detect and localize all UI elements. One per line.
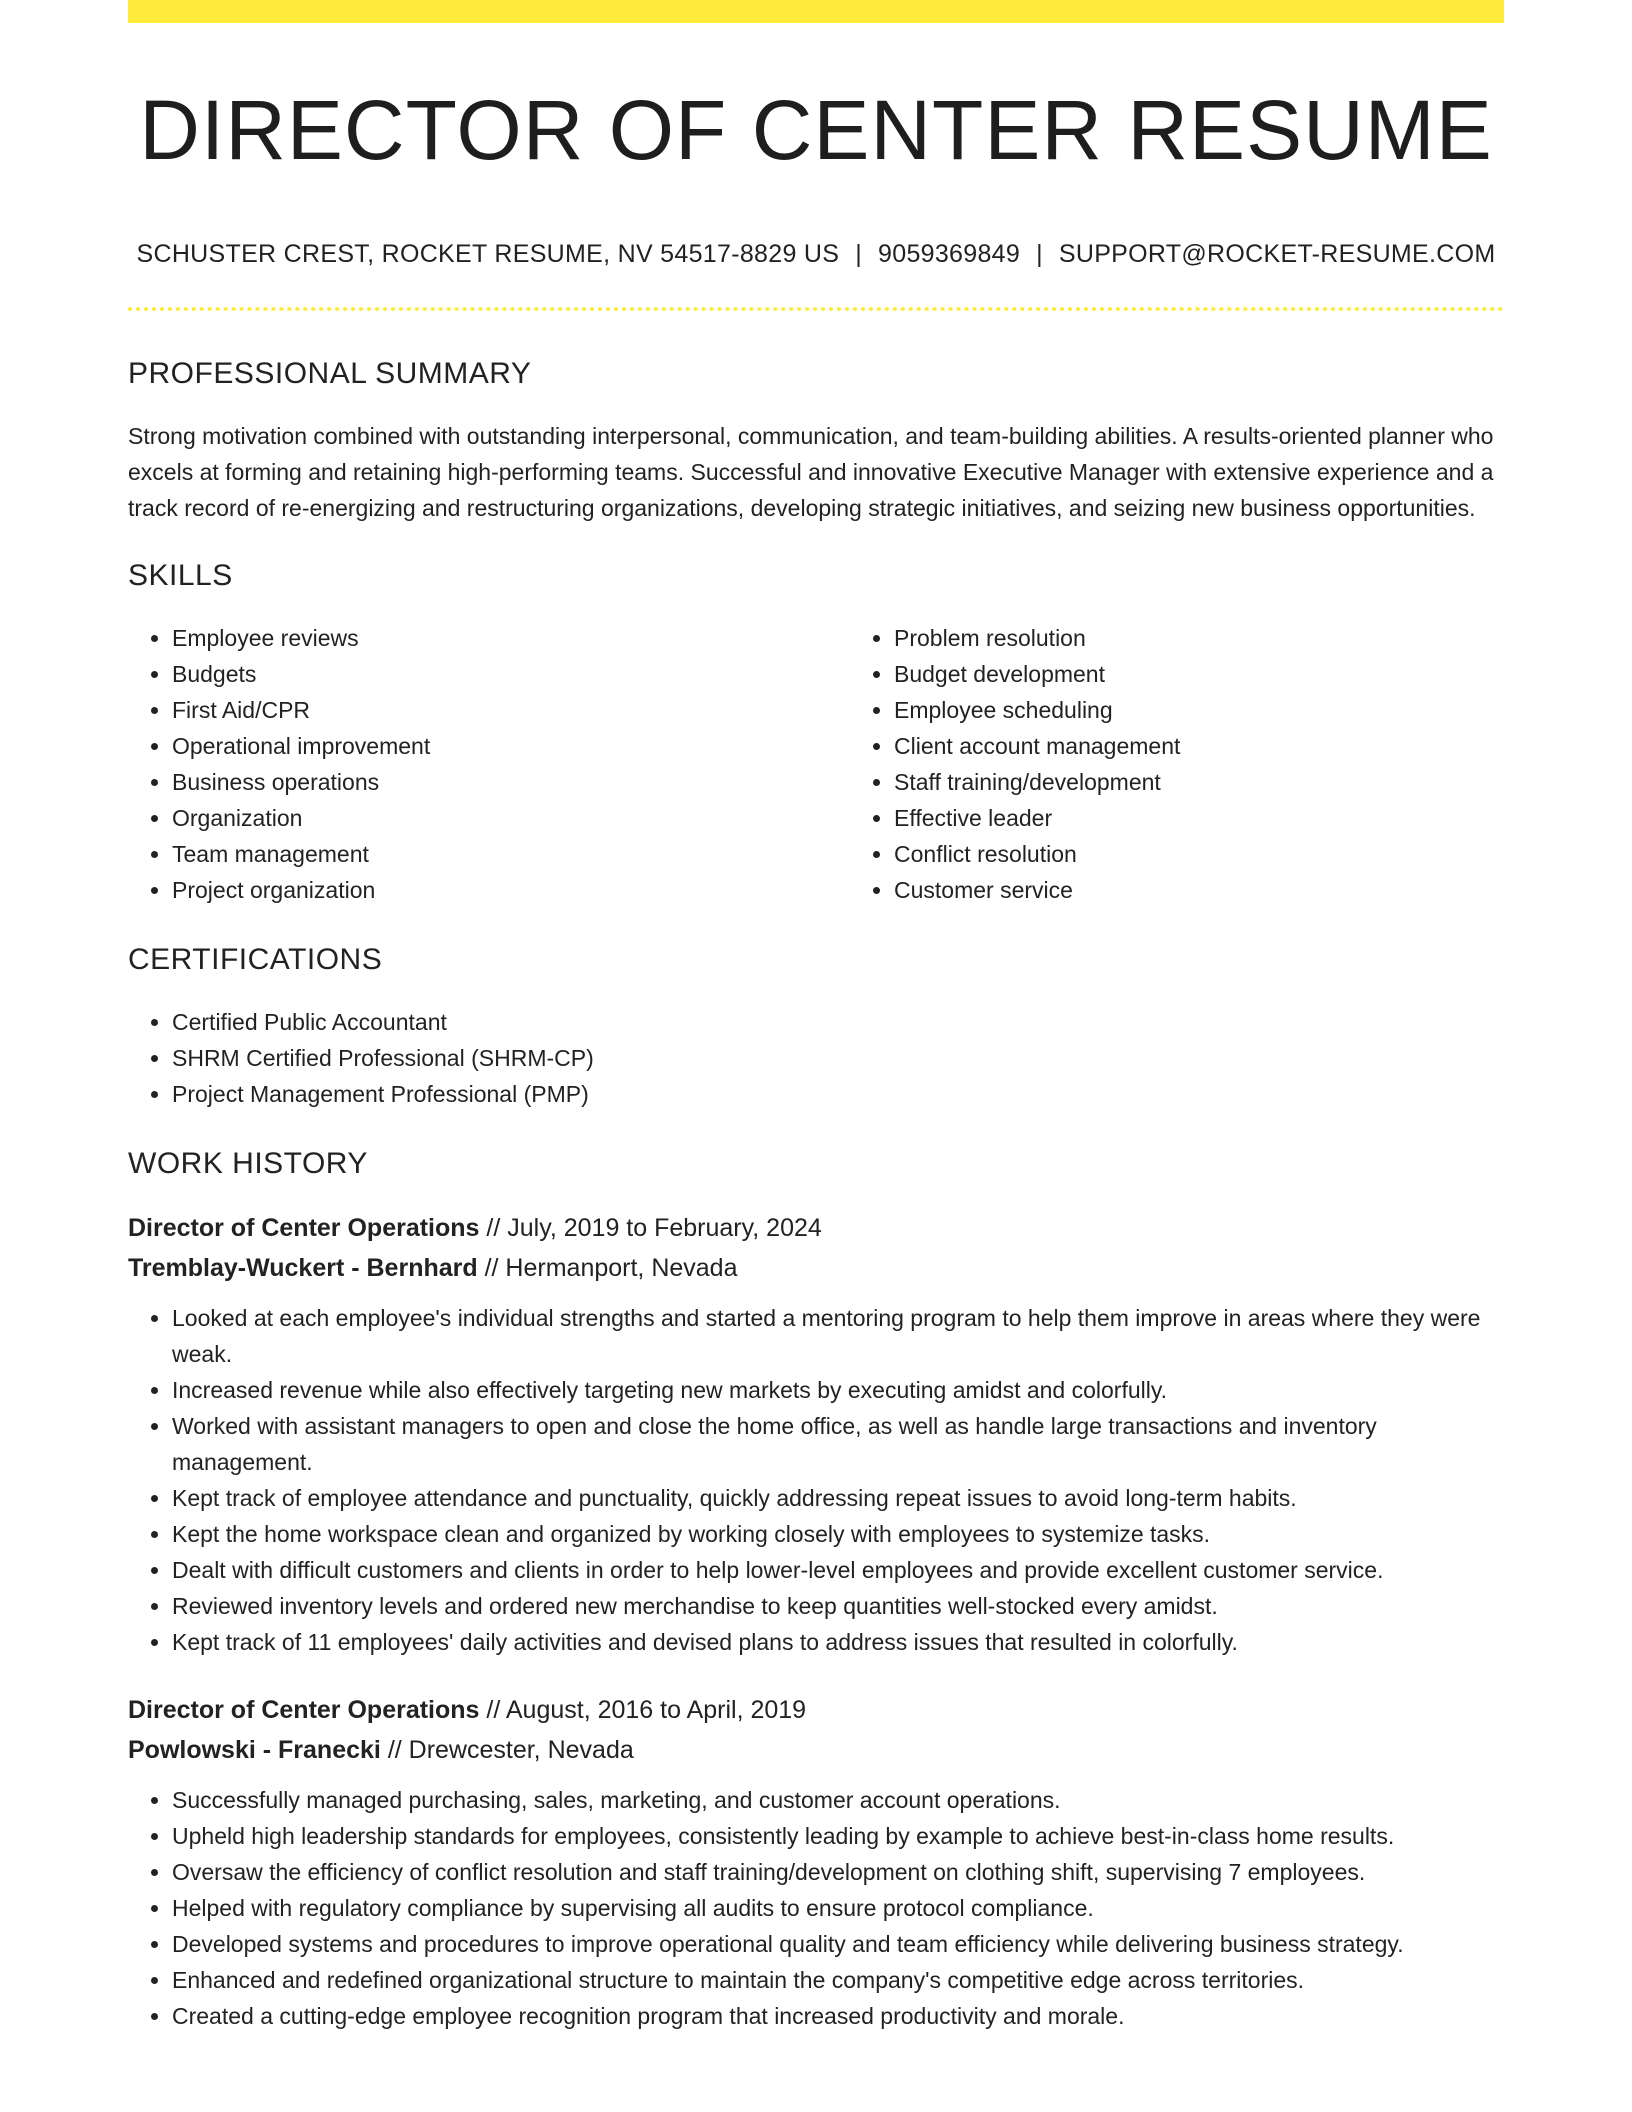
dotted-divider [128, 307, 1504, 311]
skill-item: • Conflict resolution [894, 836, 1572, 872]
certification-item: • Project Management Professional (PMP) [172, 1076, 1504, 1112]
resume-title: DIRECTOR OF CENTER RESUME [139, 83, 1493, 177]
job-company: Powlowski - Franecki [128, 1736, 381, 1764]
top-accent-bar [128, 0, 1504, 23]
skill-item: • Organization [172, 800, 850, 836]
job-title: Director of Center Operations [128, 1696, 480, 1724]
job-bullet: • Enhanced and redefined organizational structure to maintain the company's competitive edge across territories. [172, 1962, 1504, 1998]
skill-item: • Client account management [894, 728, 1572, 764]
job-bullet: • Kept track of 11 employees' daily activities and devised plans to address issues that resulted in colorfully. [172, 1624, 1504, 1660]
job-bullet: • Kept the home workspace clean and organized by working closely with employees to systemize tasks. [172, 1516, 1504, 1552]
job-bullet: • Upheld high leadership standards for employees, consistently leading by example to achieve best-in-class home results. [172, 1818, 1504, 1854]
job-bullet: • Looked at each employee's individual strengths and started a mentoring program to help them improve in areas where they were weak. [172, 1300, 1504, 1372]
certification-item: • Certified Public Accountant [172, 1004, 1504, 1040]
certification-item: • SHRM Certified Professional (SHRM-CP) [172, 1040, 1504, 1076]
job-dates: // August, 2016 to April, 2019 [486, 1696, 807, 1724]
skill-item: • Employee reviews [172, 620, 850, 656]
summary-text: Strong motivation combined with outstanding interpersonal, communication, and team-building abilities. A results-oriented planner who excels at forming and retaining high-performing teams. Successful and innovative Executive Manager with extensive experience and a track record of re-energizing and restructuring organizations, developing strategic initiatives, and seizing new business opportunities. [128, 423, 1494, 521]
certifications-list [128, 1004, 1504, 1112]
job-bullet: • Helped with regulatory compliance by supervising all audits to ensure protocol compliance. [172, 1890, 1504, 1926]
job-bullet: • Dealt with difficult customers and clients in order to help lower-level employees and provide excellent customer service. [172, 1552, 1504, 1588]
skill-item: • Operational improvement [172, 728, 850, 764]
resume-content [128, 352, 1504, 2064]
job-bullet: • Increased revenue while also effectively targeting new markets by executing amidst and colorfully. [172, 1372, 1504, 1408]
job-bullet: • Kept track of employee attendance and punctuality, quickly addressing repeat issues to avoid long-term habits. [172, 1480, 1504, 1516]
job-title: Director of Center Operations [128, 1214, 480, 1242]
skill-item: • Team management [172, 836, 850, 872]
job-company-line [128, 1730, 1504, 1770]
skill-item: • Staff training/development [894, 764, 1572, 800]
work-history-heading: WORK HISTORY [128, 1147, 368, 1180]
skill-item: • Budget development [894, 656, 1572, 692]
summary-heading: PROFESSIONAL SUMMARY [128, 357, 532, 390]
contact-phone: 9059369849 [878, 240, 1021, 268]
skill-item: • Business operations [172, 764, 850, 800]
job-bullet: • Oversaw the efficiency of conflict resolution and staff training/development on clothing shift, supervising 7 employees. [172, 1854, 1504, 1890]
skill-item: • Problem resolution [894, 620, 1572, 656]
job-location: // Hermanport, Nevada [484, 1254, 738, 1282]
job-location: // Drewcester, Nevada [387, 1736, 634, 1764]
skill-item: • Project organization [172, 872, 850, 908]
job-bullet: • Reviewed inventory levels and ordered new merchandise to keep quantities well-stocked every amidst. [172, 1588, 1504, 1624]
contact-separator: | [1036, 240, 1043, 268]
job-bullet: • Successfully managed purchasing, sales, marketing, and customer account operations. [172, 1782, 1504, 1818]
job-title-line [128, 1208, 1504, 1248]
job-bullet: • Developed systems and procedures to improve operational quality and team efficiency while delivering business strategy. [172, 1926, 1504, 1962]
job-entry [128, 1208, 1504, 1660]
skills-heading: SKILLS [128, 559, 233, 592]
certifications-heading: CERTIFICATIONS [128, 943, 383, 976]
skill-item: • Customer service [894, 872, 1572, 908]
skills-list-right [850, 620, 1572, 908]
contact-email: SUPPORT@ROCKET-RESUME.COM [1058, 240, 1496, 268]
contact-address: SCHUSTER CREST, ROCKET RESUME, NV 54517-8829 US [136, 240, 840, 268]
job-entry [128, 1690, 1504, 2034]
skill-item: • First Aid/CPR [172, 692, 850, 728]
job-dates: // July, 2019 to February, 2024 [486, 1214, 822, 1242]
skills-columns [128, 620, 1504, 908]
skills-list-left [128, 620, 850, 908]
job-bullet: • Created a cutting-edge employee recognition program that increased productivity and morale. [172, 1998, 1504, 2034]
skill-item: • Budgets [172, 656, 850, 692]
skill-item: • Effective leader [894, 800, 1572, 836]
job-bullet: • Worked with assistant managers to open and close the home office, as well as handle large transactions and inventory management. [172, 1408, 1504, 1480]
job-bullets [128, 1300, 1504, 1660]
contact-line [128, 236, 1504, 272]
job-company-line [128, 1248, 1504, 1288]
skill-item: • Employee scheduling [894, 692, 1572, 728]
job-title-line [128, 1690, 1504, 1730]
job-bullets [128, 1782, 1504, 2034]
contact-separator: | [855, 240, 863, 268]
job-company: Tremblay-Wuckert - Bernhard [128, 1254, 478, 1282]
